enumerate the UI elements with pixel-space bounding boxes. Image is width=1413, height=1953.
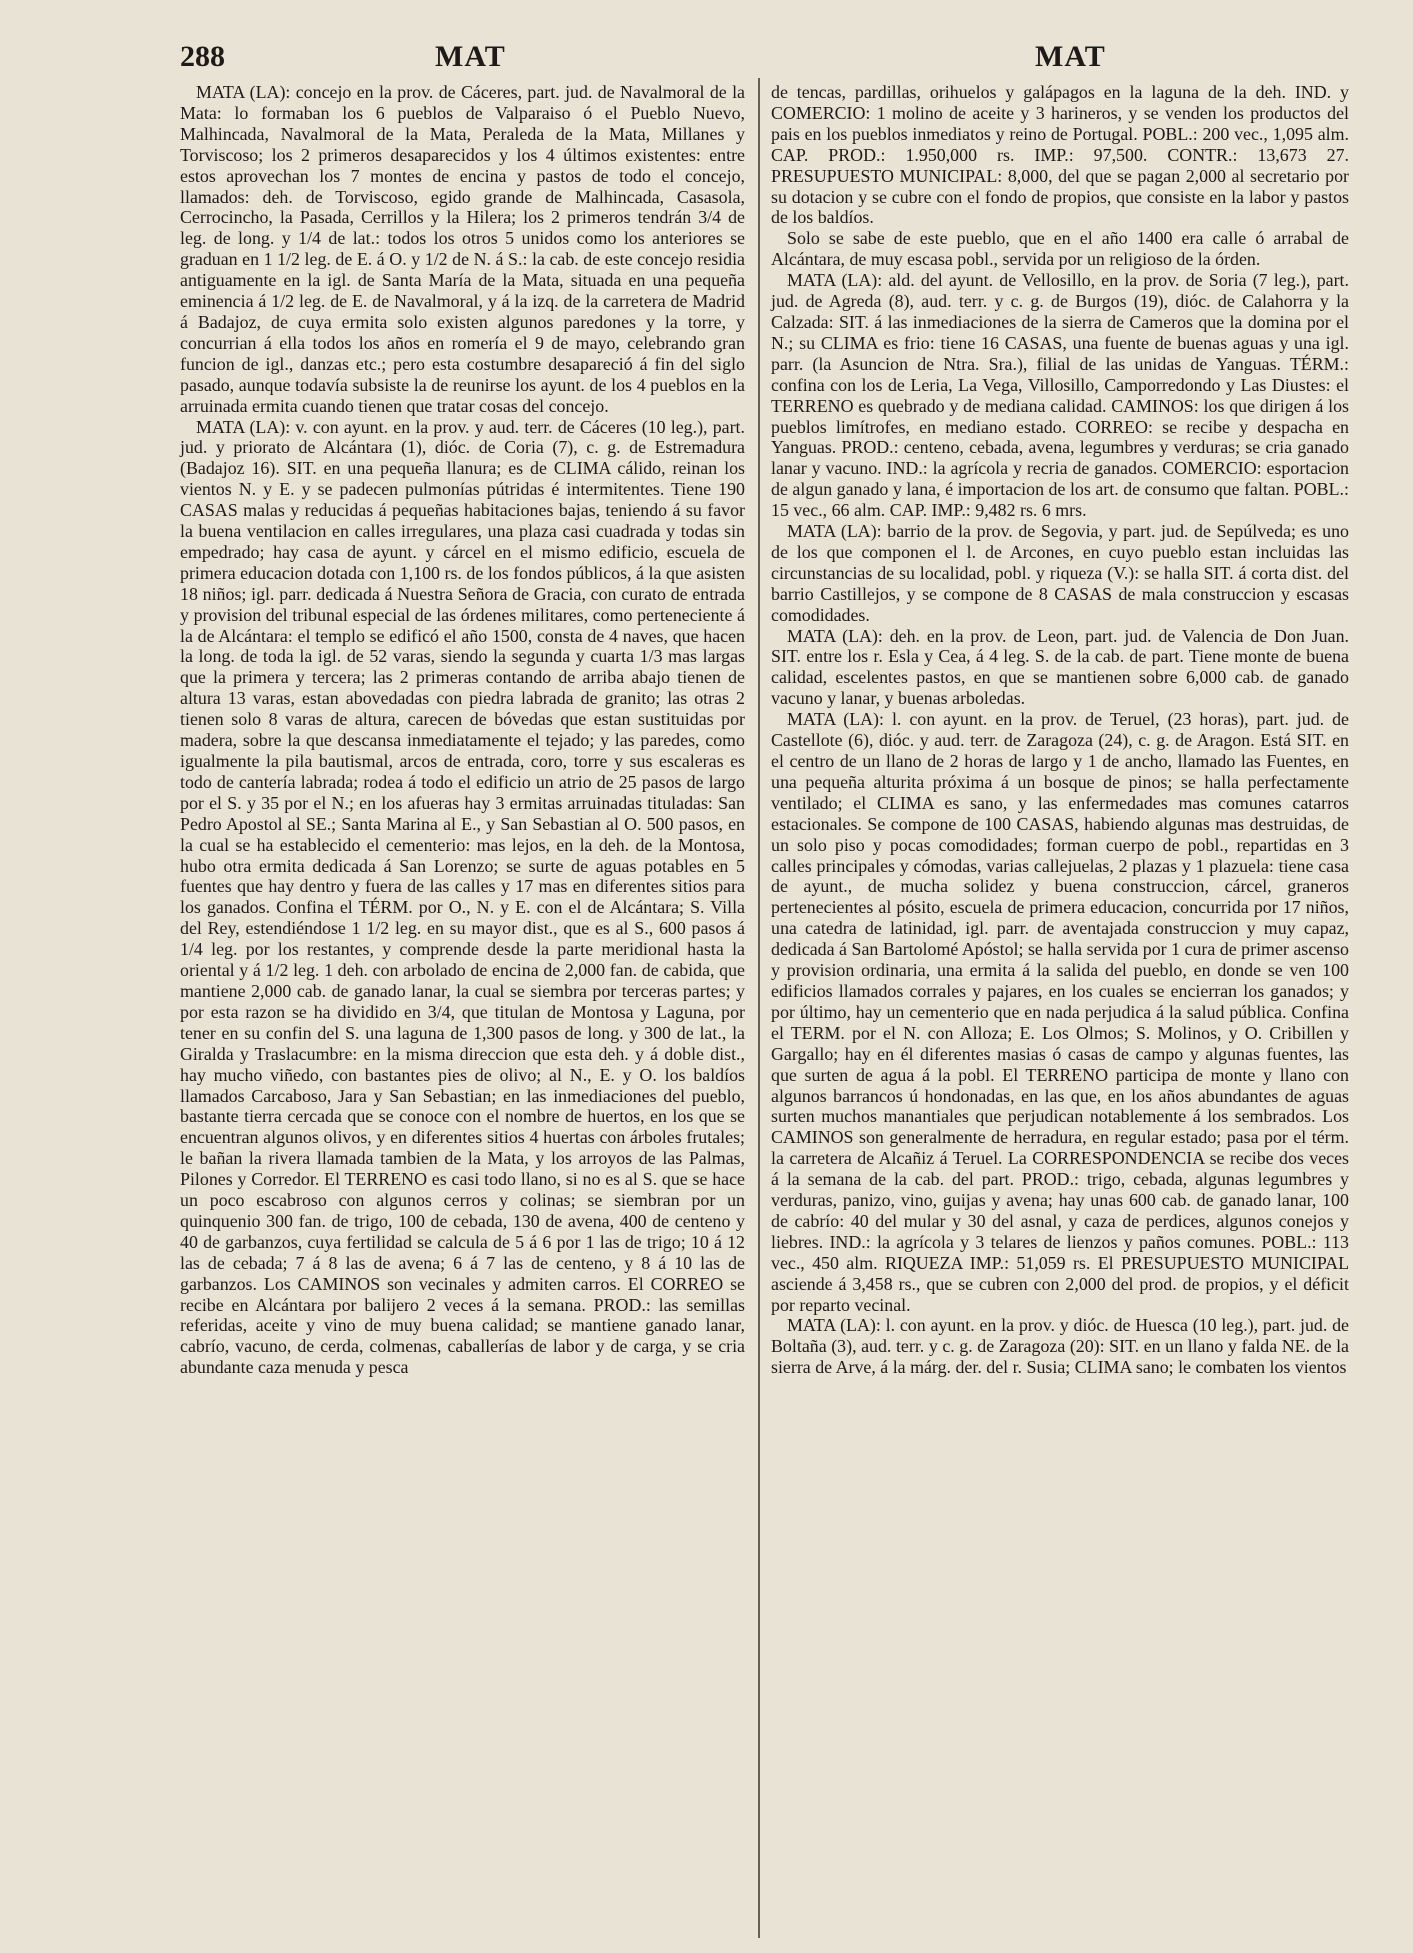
page-header bbox=[180, 40, 1355, 80]
entry-mata-barrio-segovia: MATA (LA): barrio de la prov. de Segovia, y part. jud. de Sepúlveda; es uno de los que componen el l. de Arcones, en cuyo pueblo estan incluidas las circunstancias de su localidad, pobl. y riqueza (V.): se halla SIT. á corta dist. del barrio Castillejos, y se compone de 8 CASAS de mala construccion y escasas comodidades. bbox=[771, 521, 1349, 625]
right-running-head: MAT bbox=[1035, 40, 1106, 73]
entry-continuation: de tencas, pardillas, orihuelos y galápagos en la laguna de la deh. IND. y COMERCIO: 1 molino de aceite y 3 harineros, y se venden los productos del pais en los pueblos inmediatos y reino de Portugal. POBL.: 200 vec., 1,095 alm. CAP. PROD.: 1.950,000 rs. IMP.: 97,500. CONTR.: 13,673 27. PRESUPUESTO MUNICIPAL: 8,000, del que se pagan 2,000 al secretario por su dotacion y se cubre con el fondo de propios, que consiste en la labor y pastos de los baldíos. bbox=[771, 82, 1349, 228]
right-column bbox=[771, 82, 1349, 1378]
left-column bbox=[180, 82, 745, 1378]
entry-mata-lugar-huesca: MATA (LA): l. con ayunt. en la prov. y dióc. de Huesca (10 leg.), part. jud. de Boltaña (3), aud. terr. y c. g. de Zaragoza (20): SIT. en un llano y falda NE. de la sierra de Arve, á la márg. der. del r. Susia; CLIMA sano; le combaten los vientos bbox=[771, 1315, 1349, 1378]
page-number: 288 bbox=[180, 40, 225, 73]
entry-mata-lugar-teruel: MATA (LA): l. con ayunt. en la prov. de Teruel, (23 horas), part. jud. de Castellote (6), dióc. y aud. terr. de Zaragoza (24), c. g. de Aragon. Está SIT. en el centro de un llano de 2 horas de largo y 1 de ancho, llamado las Fuentes, en una pequeña alturita próxima á un bosque de pinos; se halla perfectamente ventilado; el CLIMA es sano, y las enfermedades mas comunes catarros estacionales. Se compone de 100 CASAS, habiendo algunas mas destruidas, de un solo piso y pocas comodidades; forman cuerpo de pobl., repartidas en 3 calles principales y cómodas, varias callejuelas, 2 plazas y 1 plazuela: tiene casa de ayunt., de mucha solidez y buena construccion, cárcel, graneros pertenecientes al pósito, escuela de primera educacion, concurrida por 17 niños, una catedra de latinidad, igl. parr. de aventajada construccion y muy capaz, dedicada á San Bartolomé Apóstol; se halla servida por 1 cura de primer ascenso y provision ordinaria, una ermita á la salida del pueblo, en donde se ven 100 edificios llamados corrales y pajares, en los cuales se encierran los ganados; y por último, hay un cementerio que en nada perjudica á la salud pública. Confina el TERM. por el N. con Alloza; E. Los Olmos; S. Molinos, y O. Cribillen y Gargallo; hay en él diferentes masias ó casas de campo y algunas fuentes, las que surten de agua á la pobl. El TERRENO participa de monte y llano con algunos barrancos ú hondonadas, en las que, en los años abundantes de aguas surten muchos manantiales que perjudican notablemente á los sembrados. Los CAMINOS son generalmente de herradura, en regular estado; pasa por el térm. la carretera de Alcañiz á Teruel. La CORRESPONDENCIA se recibe dos veces á la semana de la cab. del part. PROD.: trigo, cebada, algunas legumbres y verduras, panizo, vino, guijas y avena; hay unas 600 cab. de ganado lanar, 100 de cabrío: 40 del mular y 30 del asnal, y caza de perdices, algunos conejos y liebres. IND.: la agrícola y 3 telares de lienzos y paños comunes. POBL.: 113 vec., 450 alm. RIQUEZA IMP.: 51,059 rs. El PRESUPUESTO MUNICIPAL asciende á 3,458 rs., que se cubren con 2,000 del prod. de propios, y el déficit por reparto vecinal. bbox=[771, 709, 1349, 1315]
entry-mata-concejo-caceres: MATA (LA): concejo en la prov. de Cáceres, part. jud. de Navalmoral de la Mata: lo formaban los 6 pueblos de Valparaiso ó el Pueblo Nuevo, Malhincada, Navalmoral de la Mata, Peraleda de la Mata, Millanes y Torviscoso; los 2 primeros desaparecidos y los 4 últimos existentes: entre estos aprovechan los 7 montes de encina y pastos de todo el concejo, llamados: deh. de Torviscoso, egido grande de Malhincada, Casasola, Cerrocincho, la Pasada, Cerrillos y la Hilera; los 2 primeros tendrán 3/4 de leg. de long. y 1/4 de lat.: todos los otros 5 unidos como los anteriores se graduan en 1 1/2 leg. de E. á O. y 1/2 de N. á S.: la cab. de este concejo residia antiguamente en la igl. de Santa María de la Mata, situada en una pequeña eminencia á 1/2 leg. de E. de Navalmoral, y á la izq. de la carretera de Madrid á Badajoz, de cuya ermita solo existen algunos paredones y la torre, y concurrian á ella todos los años en romería el 9 de mayo, celebrando gran funcion de igl., danzas etc.; pero esta costumbre desapareció á fin del siglo pasado, aunque todavía subsiste la de reunirse los ayunt. de los 4 pueblos en la arruinada ermita cuando tienen que tratar cosas del concejo. bbox=[180, 82, 745, 416]
entry-mata-aldea-soria: MATA (LA): ald. del ayunt. de Vellosillo, en la prov. de Soria (7 leg.), part. jud. de Agreda (8), aud. terr. y c. g. de Burgos (19), dióc. de Calahorra y la Calzada: SIT. á las inmediaciones de la sierra de Cameros que la domina por el N.; su CLIMA es frio: tiene 16 CASAS, una fuente de buenas aguas y una igl. parr. (la Asuncion de Ntra. Sra.), filial de las unidas de Yanguas. TÉRM.: confina con los de Leria, La Vega, Villosillo, Camporredondo y Las Diustes: el TERRENO es quebrado y de mediana calidad. CAMINOS: los que dirigen á los pueblos limítrofes, en mediano estado. CORREO: se recibe y despacha en Yanguas. PROD.: centeno, cebada, avena, legumbres y verduras; se cria ganado lanar y vacuno. IND.: la agrícola y recria de ganados. COMERCIO: esportacion de algun ganado y lana, é importacion de los art. de consumo que faltan. POBL.: 15 vec., 66 alm. CAP. IMP.: 9,482 rs. 6 mrs. bbox=[771, 270, 1349, 521]
entry-mata-villa-caceres: MATA (LA): v. con ayunt. en la prov. y aud. terr. de Cáceres (10 leg.), part. jud. y priorato de Alcántara (1), dióc. de Coria (7), c. g. de Estremadura (Badajoz 16). SIT. en una pequeña llanura; es de CLIMA cálido, reinan los vientos N. y E. y se padecen pulmonías pútridas é intermitentes. Tiene 190 CASAS malas y reducidas á pequeñas habitaciones bajas, teniendo á su favor la buena ventilacion en calles irregulares, una plaza casi cuadrada y todas sin empedrado; hay casa de ayunt. y cárcel en el mismo edificio, escuela de primera educacion dotada con 1,100 rs. de los fondos públicos, á la que asisten 18 niños; igl. parr. dedicada á Nuestra Señora de Gracia, con curato de entrada y provision del tribunal especial de las órdenes militares, como perteneciente á la de Alcántara: el templo se edificó el año 1500, consta de 4 naves, que hacen la long. de toda la igl. de 52 varas, siendo la segunda y cuarta 1/3 mas largas que la primera y tercera; las 2 primeras contando de arriba abajo tienen de altura 13 varas, estan abovedadas con piedra labrada de granito; las otras 2 tienen solo 8 varas de altura, carecen de bóvedas que estan sustituidas por madera, sobre la que descansa inmediatamente el tejado; y las paredes, como igualmente la pila bautismal, arcos de entrada, coro, torre y sus escaleras es todo de cantería labrada; rodea á todo el edificio un atrio de 25 pasos de largo por el S. y 35 por el N.; en los afueras hay 3 ermitas arruinadas tituladas: San Pedro Apostol al SE.; Santa Marina al E., y San Sebastian al O. 500 pasos, en la cual se ha establecido el cementerio: mas lejos, en la deh. de la Montosa, hubo otra ermita dedicada á San Lorenzo; se surte de aguas potables en 5 fuentes que hay dentro y fuera de las calles y 17 mas en diferentes sitios para los ganados. Confina el TÉRM. por O., N. y E. con el de Alcántara; S. Villa del Rey, estendiéndose 1 1/2 leg. en su mayor dist., que es al S., 600 pasos á 1/4 leg. por los restantes, y comprende desde la parte meridional hasta la oriental y á 1/2 leg. 1 deh. con arbolado de encina de 2,000 fan. de cabida, que mantiene 2,000 cab. de ganado lanar, la cual se siembra por terceras partes; y por esta razon se ha dividido en 3/4, que titulan de Montosa y Laguna, por tener en su confin del S. una laguna de 1,300 pasos de long. y 300 de lat., la Giralda y Traslacumbre: en la misma direccion que esta deh. y á doble dist., hay mucho viñedo, con bastantes pies de olivo; al N., E. y O. los baldíos llamados Carcaboso, Jara y San Sebastian; en las inmediaciones del pueblo, bastante tierra cercada que se conoce con el nombre de huertos, en los que se encuentran algunos olivos, y en diferentes sitios 4 huertas con árboles frutales; le bañan la rivera llamada tambien de la Mata, y los arroyos de las Palmas, Pilones y Corredor. El TERRENO es casi todo llano, si no es al S. que se hace un poco escabroso con algunos cerros y colinas; se siembran por un quinquenio 300 fan. de trigo, 100 de cebada, 130 de avena, 400 de centeno y 40 de garbanzos, cuya fertilidad se calcula de 5 á 6 por 1 las de trigo; 10 á 12 las de cebada; 7 á 8 las de avena; 6 á 7 las de centeno, y 8 á 10 las de garbanzos. Los CAMINOS son vecinales y admiten carros. El CORREO se recibe en Alcántara por balijero 2 veces á la semana. PROD.: las semillas referidas, aceite y vino de muy buena calidad; se mantiene ganado lanar, cabrío, vacuno, de cerda, colmenas, caballerías de labor y de carga, y se cria abundante caza menuda y pesca bbox=[180, 416, 745, 1378]
column-divider bbox=[758, 78, 760, 1938]
left-running-head: MAT bbox=[435, 40, 506, 73]
entry-mata-dehesa-leon: MATA (LA): deh. en la prov. de Leon, part. jud. de Valencia de Don Juan. SIT. entre los r. Esla y Cea, á 4 leg. S. de la cab. de part. Tiene monte de buena calidad, escelentes pastos, en que se mantienen sobre 6,000 cab. de ganado vacuno y lanar, y buenas arboledas. bbox=[771, 625, 1349, 709]
entry-note-alcantara: Solo se sabe de este pueblo, que en el año 1400 era calle ó arrabal de Alcántara, de muy escasa pobl., servida por un religioso de la órden. bbox=[771, 228, 1349, 270]
